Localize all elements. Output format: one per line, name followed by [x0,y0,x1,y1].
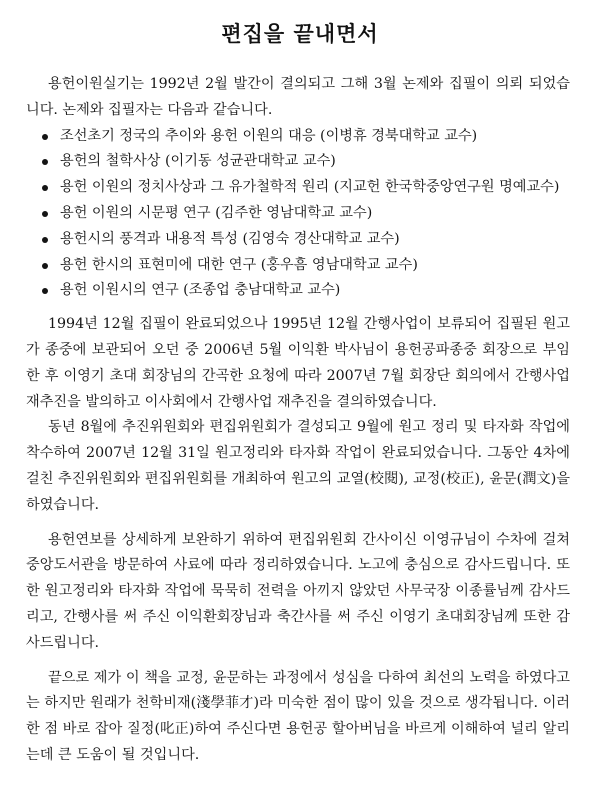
bullet-icon [42,134,48,140]
topic-text: 용헌의 철학사상 (이기동 성균관대학교 교수) [60,153,336,170]
editing-process-paragraph: 동년 8월에 추진위원회와 편집위원회가 결성되고 9월에 원고 정리 및 타자화 작업에 착수하여 2007년 12월 31일 원고정리와 타자화 작업이 완료되었습니다. 그동안 4차에 걸친 추진위원회와 편집위원회를 개최하여 원고의 교열(校閱), 교정(校正), 윤문(潤文)을 하였습니다. [26,419,570,513]
bullet-icon [42,263,48,269]
spacer [26,304,570,312]
list-item [36,175,570,201]
document-body [26,72,570,769]
acknowledgements-paragraph: 용헌연보를 상세하게 보완하기 위하여 편집위원회 간사이신 이영규님이 수차에 걸쳐 중앙도서관을 방문하여 사료에 따라 정리하였습니다. 노고에 충심으로 감사드립니다. 또한 원고정리와 타자화 작업에 묵묵히 전력을 아끼지 않았던 사무국장 이종률님께 감사드리고, 간행사를 써 주신 이익환회장님과 축간사를 써 주신 이영기 초대회장님께 또한 감사드립니다. [26,531,570,651]
list-item [36,201,570,227]
topic-text: 용헌 한시의 표현미에 대한 연구 (홍우흠 영남대학교 교수) [60,256,418,273]
bullet-icon [42,211,48,217]
page-title: 편집을 끝내면서 [221,22,379,46]
publication-history-paragraph: 1994년 12월 집필이 완료되었으나 1995년 12월 간행사업이 보류되어 집필된 원고가 종중에 보관되어 오던 중 2006년 5월 이익환 박사님이 용헌공파종중 회장으로 부임한 후 이영기 초대 회장님의 간곡한 요청에 따라 2007년 7월 회장단 회의에서 간행사업 재추진을 발의하고 이사회에서 간행사업 재추진을 결의하였습니다. [26,316,570,410]
topic-text: 조선초기 정국의 추이와 용헌 이원의 대응 (이병휴 경북대학교 교수) [60,127,478,144]
topic-list [26,124,570,305]
list-item [36,253,570,279]
list-item [36,124,570,150]
list-item [36,227,570,253]
topic-text: 용헌시의 풍격과 내용적 특성 (김영숙 경산대학교 교수) [60,230,400,247]
list-item [36,149,570,175]
topic-text: 용헌 이원시의 연구 (조종업 충남대학교 교수) [60,282,341,299]
bullet-icon [42,237,48,243]
bullet-icon [42,288,48,294]
list-item [36,278,570,304]
topic-text: 용헌 이원의 시문평 연구 (김주한 영남대학교 교수) [60,204,373,221]
bullet-icon [42,159,48,165]
intro-paragraph: 용헌이원실기는 1992년 2월 발간이 결의되고 그해 3월 논제와 집필이 의뢰 되었습니다. 논제와 집필자는 다음과 같습니다. [26,76,570,118]
topic-text: 용헌 이원의 정치사상과 그 유가철학적 원리 (지교헌 한국학중앙연구원 명예교수) [60,179,560,196]
closing-paragraph: 끝으로 제가 이 책을 교정, 윤문하는 과정에서 성심을 다하여 최선의 노력을 하였다고는 하지만 원래가 천학비재(淺學菲才)라 미숙한 점이 많이 있을 것으로 생각됩니다. 이러한 점 바로 잡아 질정(叱正)하여 주신다면 용헌공 할아버님을 바르게 이해하여 널리 알리는데 큰 도움이 될 것입니다. [26,669,570,763]
bullet-icon [42,185,48,191]
